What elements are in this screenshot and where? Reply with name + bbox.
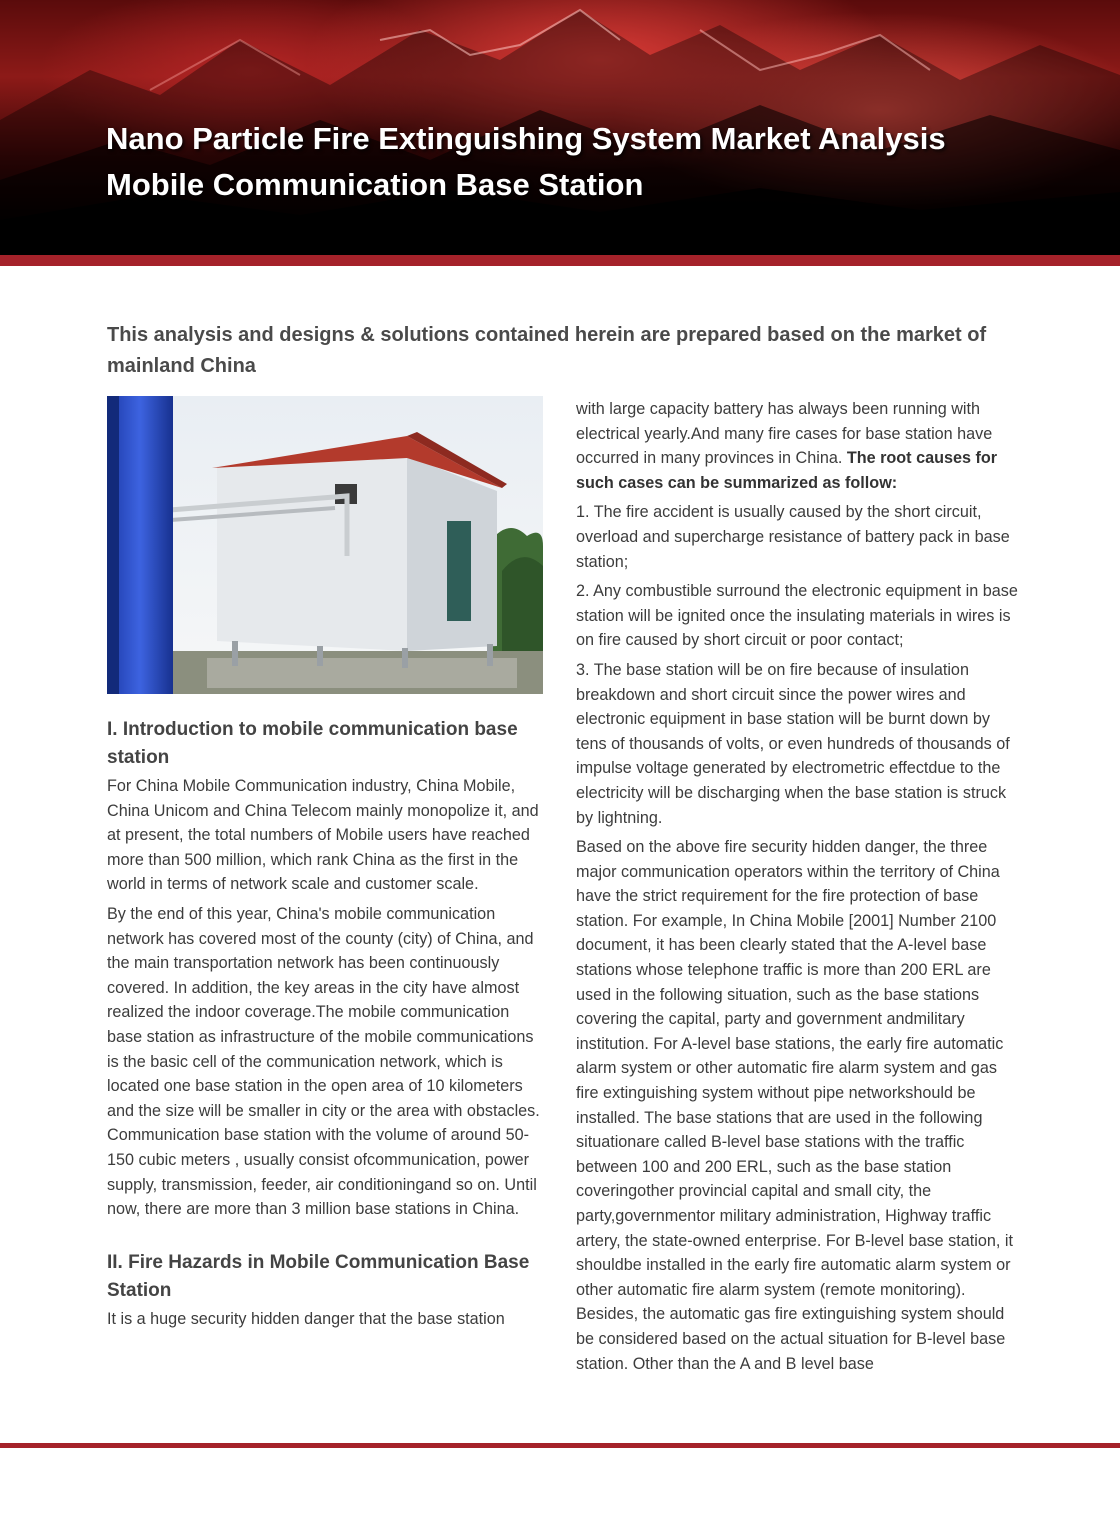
base-station-illustration — [107, 396, 543, 694]
right-column — [576, 397, 1021, 1381]
base-station-photo — [107, 396, 543, 694]
section-2-paragraph-1-text: with large capacity battery has always been running with electrical yearly.And many fire cases for base station have occurred in many provinces in China. — [576, 400, 993, 468]
left-column — [107, 716, 547, 1336]
root-cause-2: 2. Any combustible surround the electronic equipment in base station will be ignited once the insulating materials in wires is on fire caused by short circuit or poor contact; — [576, 582, 1018, 650]
root-cause-3: 3. The base station will be on fire because of insulation breakdown and short circuit since the power wires and electronic equipment in base station will be burnt down by tens of thousands of volts, or even hundreds of thousands of impulse voltage generated by electrometric effectdue to the electricity will be discharging when the base station is struck by lightning. — [576, 660, 1010, 827]
section-2-paragraph-2: Based on the above fire security hidden danger, the three major communication operators within the territory of China have the strict requirement for the fire protection of base station. For example, In China Mobile [2001] Number 2100 document, it has been clearly stated that the A-level base stations whose telephone traffic is more than 200 ERL are used in the following situation, such as the base stations covering the capital, party and government andmilitary institution. For A-level base stations, the early fire automatic alarm system or other automatic fire alarm system and gas fire extinguishing system without pipe networkshould be installed. The base stations that are used in the following situationare called B-level base stations with the traffic between 100 and 200 ERL, such as the base station coveringother provincial capital and small city, the party,governmentor military administration, Highway traffic artery, the state-owned enterprise. For B-level base station, it shouldbe installed in the early fire automatic alarm system or other automatic fire alarm system (remote monitoring). Besides, the automatic gas fire extinguishing system should be considered based on the actual situation for B-level base station. Other than the A and B level base — [576, 838, 1013, 1373]
section-2-heading: II. Fire Hazards in Mobile Communication Base Station — [107, 1251, 530, 1301]
root-cause-1: 1. The fire accident is usually caused by the short circuit, overload and supercharge resistance of battery pack in base station; — [576, 503, 1010, 571]
section-1-paragraph-1: For China Mobile Communication industry, China Mobile, China Unicom and China Telecom mainly monopolize it, and at present, the total numbers of Mobile users have reached more than 500 million, which rank China as the first in the world in terms of network scale and customer scale. — [107, 777, 539, 894]
page-title — [106, 116, 1086, 208]
title-line-1: Nano Particle Fire Extinguishing System Market Analysis — [106, 121, 946, 156]
section-2-paragraph-1-cont — [576, 397, 1021, 495]
section-2-paragraph-1-start: It is a huge security hidden danger that the base station — [107, 1309, 505, 1328]
header-rule — [0, 255, 1120, 266]
title-line-2: Mobile Communication Base Station — [106, 167, 644, 202]
lead-statement: This analysis and designs & solutions contained herein are prepared based on the market of mainland China — [107, 324, 987, 377]
header-banner — [0, 0, 1120, 255]
footer-rule — [0, 1443, 1120, 1448]
root-causes-intro: The root causes for such cases can be summarized as follow: — [576, 449, 998, 492]
section-1-paragraph-2: By the end of this year, China's mobile communication network has covered most of the county (city) of China, and the main transportation network has been continuously covered. In addition, the key areas in the city have almost realized the indoor coverage.The mobile communication base station as infrastructure of the mobile communications is the basic cell of the communication network, which is located one base station in the open area of 10 kilometers and the size will be smaller in city or the area with obstacles. Communication base station with the volume of around 50-150 cubic meters , usually consist ofcommunication, power supply, transmission, feeder, air conditioningand so on. Until now, there are more than 3 million base stations in China. — [107, 904, 540, 1219]
section-1-heading: I. Introduction to mobile communication base station — [107, 719, 518, 768]
